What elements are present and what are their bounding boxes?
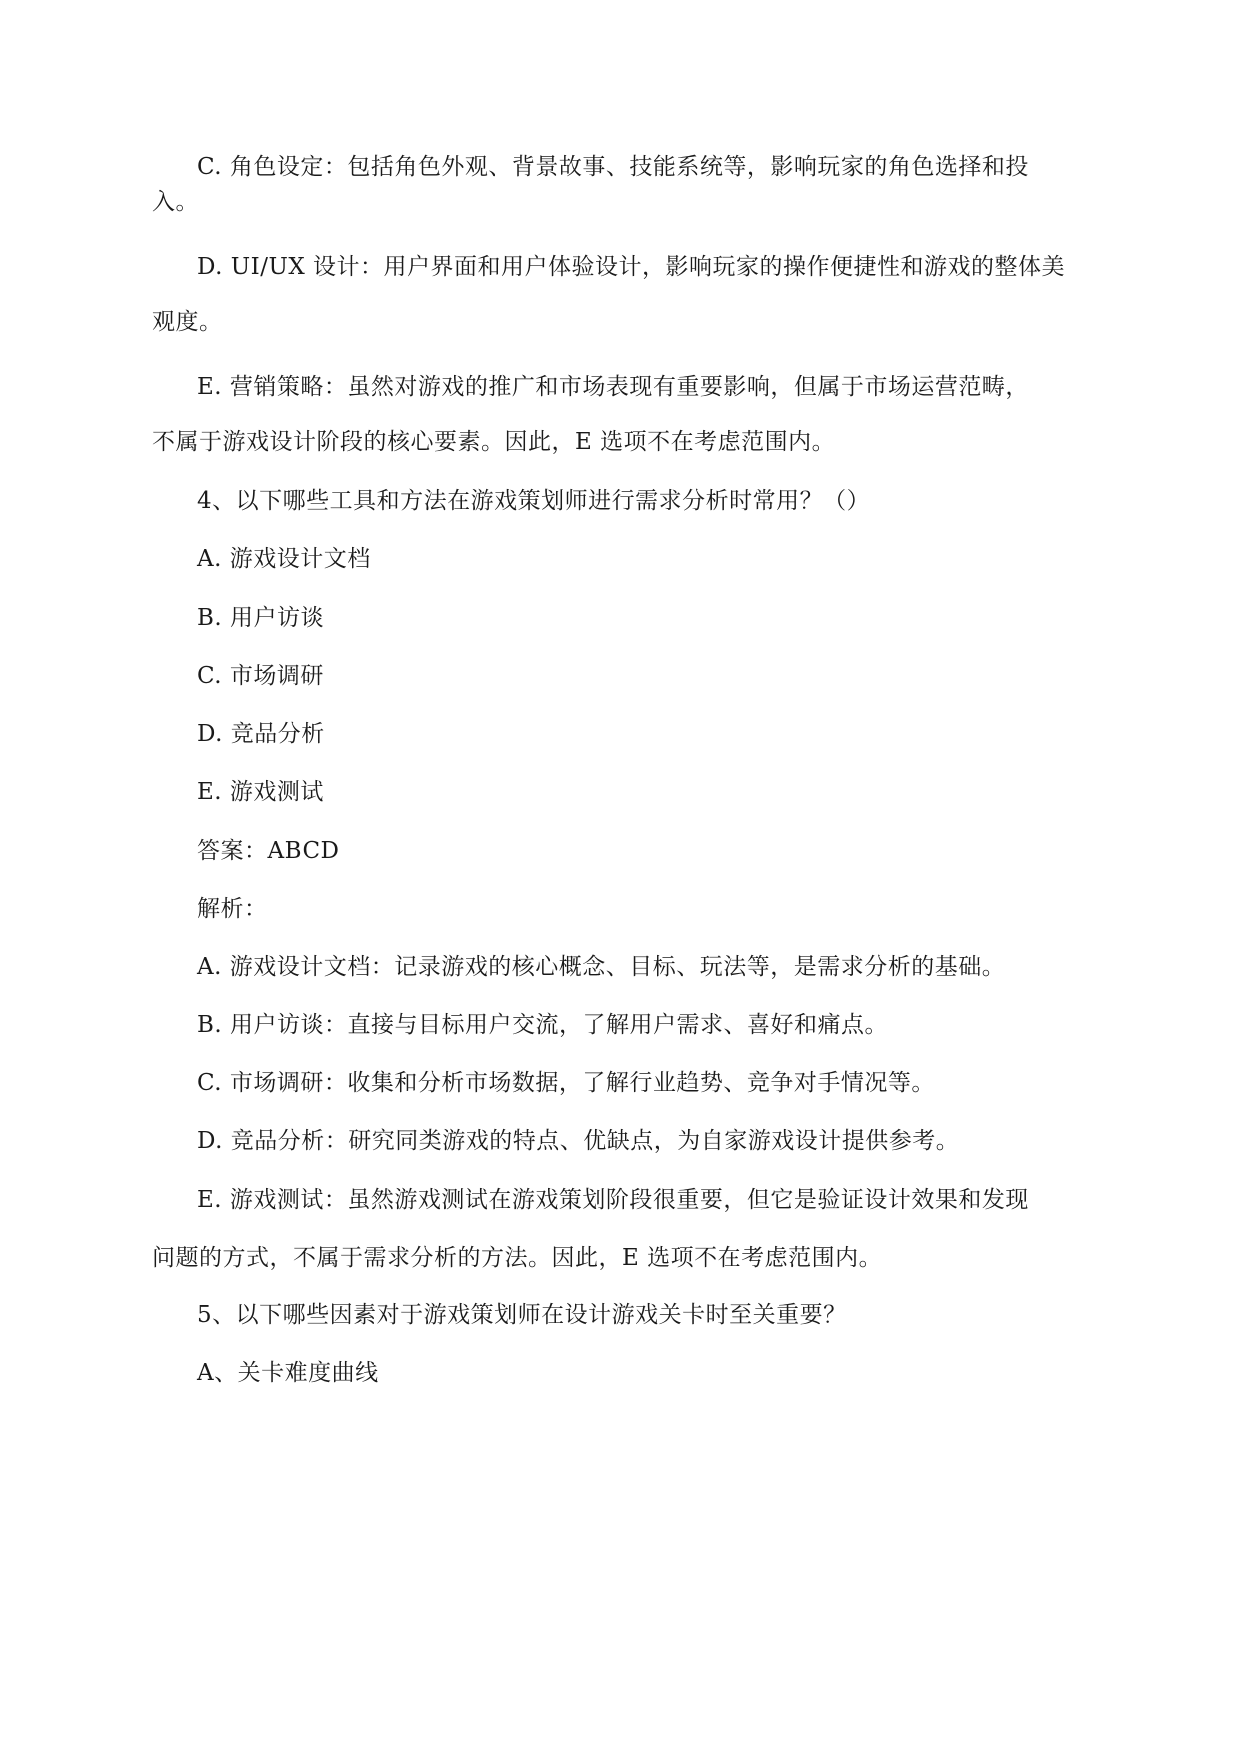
- question-4-answer: 答案：ABCD: [197, 838, 340, 864]
- analysis-c: C. 市场调研：收集和分析市场数据，了解行业趋势、竞争对手情况等。: [197, 1070, 935, 1096]
- answer-d-explanation-line-2: 观度。: [152, 309, 223, 335]
- question-4-analysis-heading: 解析：: [197, 896, 268, 922]
- question-4-text: 4、以下哪些工具和方法在游戏策划师进行需求分析时常用？（）: [197, 488, 871, 514]
- question-4-option-c: C. 市场调研: [197, 663, 324, 689]
- question-4-option-b: B. 用户访谈: [197, 605, 325, 631]
- answer-e-explanation-line-1: E. 营销策略：虽然对游戏的推广和市场表现有重要影响，但属于市场运营范畴，: [197, 374, 1029, 400]
- answer-c-explanation-line-2: 入。: [152, 189, 199, 215]
- question-4-option-a: A. 游戏设计文档: [197, 546, 371, 572]
- analysis-e-line-1: E. 游戏测试：虽然游戏测试在游戏策划阶段很重要，但它是验证设计效果和发现: [197, 1187, 1029, 1213]
- analysis-a: A. 游戏设计文档：记录游戏的核心概念、目标、玩法等，是需求分析的基础。: [197, 954, 1006, 980]
- question-5-text: 5、以下哪些因素对于游戏策划师在设计游戏关卡时至关重要？: [197, 1302, 847, 1328]
- analysis-e-line-2: 问题的方式，不属于需求分析的方法。因此，E 选项不在考虑范围内。: [152, 1245, 883, 1271]
- answer-e-explanation-line-2: 不属于游戏设计阶段的核心要素。因此，E 选项不在考虑范围内。: [152, 429, 836, 455]
- analysis-d: D. 竞品分析：研究同类游戏的特点、优缺点，为自家游戏设计提供参考。: [197, 1128, 960, 1154]
- analysis-b: B. 用户访谈：直接与目标用户交流，了解用户需求、喜好和痛点。: [197, 1012, 889, 1038]
- answer-d-explanation-line-1: D. UI/UX 设计：用户界面和用户体验设计，影响玩家的操作便捷性和游戏的整体美: [197, 254, 1066, 280]
- question-4-option-e: E. 游戏测试: [197, 779, 324, 805]
- question-5-option-a: A、关卡难度曲线: [197, 1360, 379, 1386]
- question-4-option-d: D. 竞品分析: [197, 721, 325, 747]
- answer-c-explanation-line-1: C. 角色设定：包括角色外观、背景故事、技能系统等，影响玩家的角色选择和投: [197, 154, 1029, 180]
